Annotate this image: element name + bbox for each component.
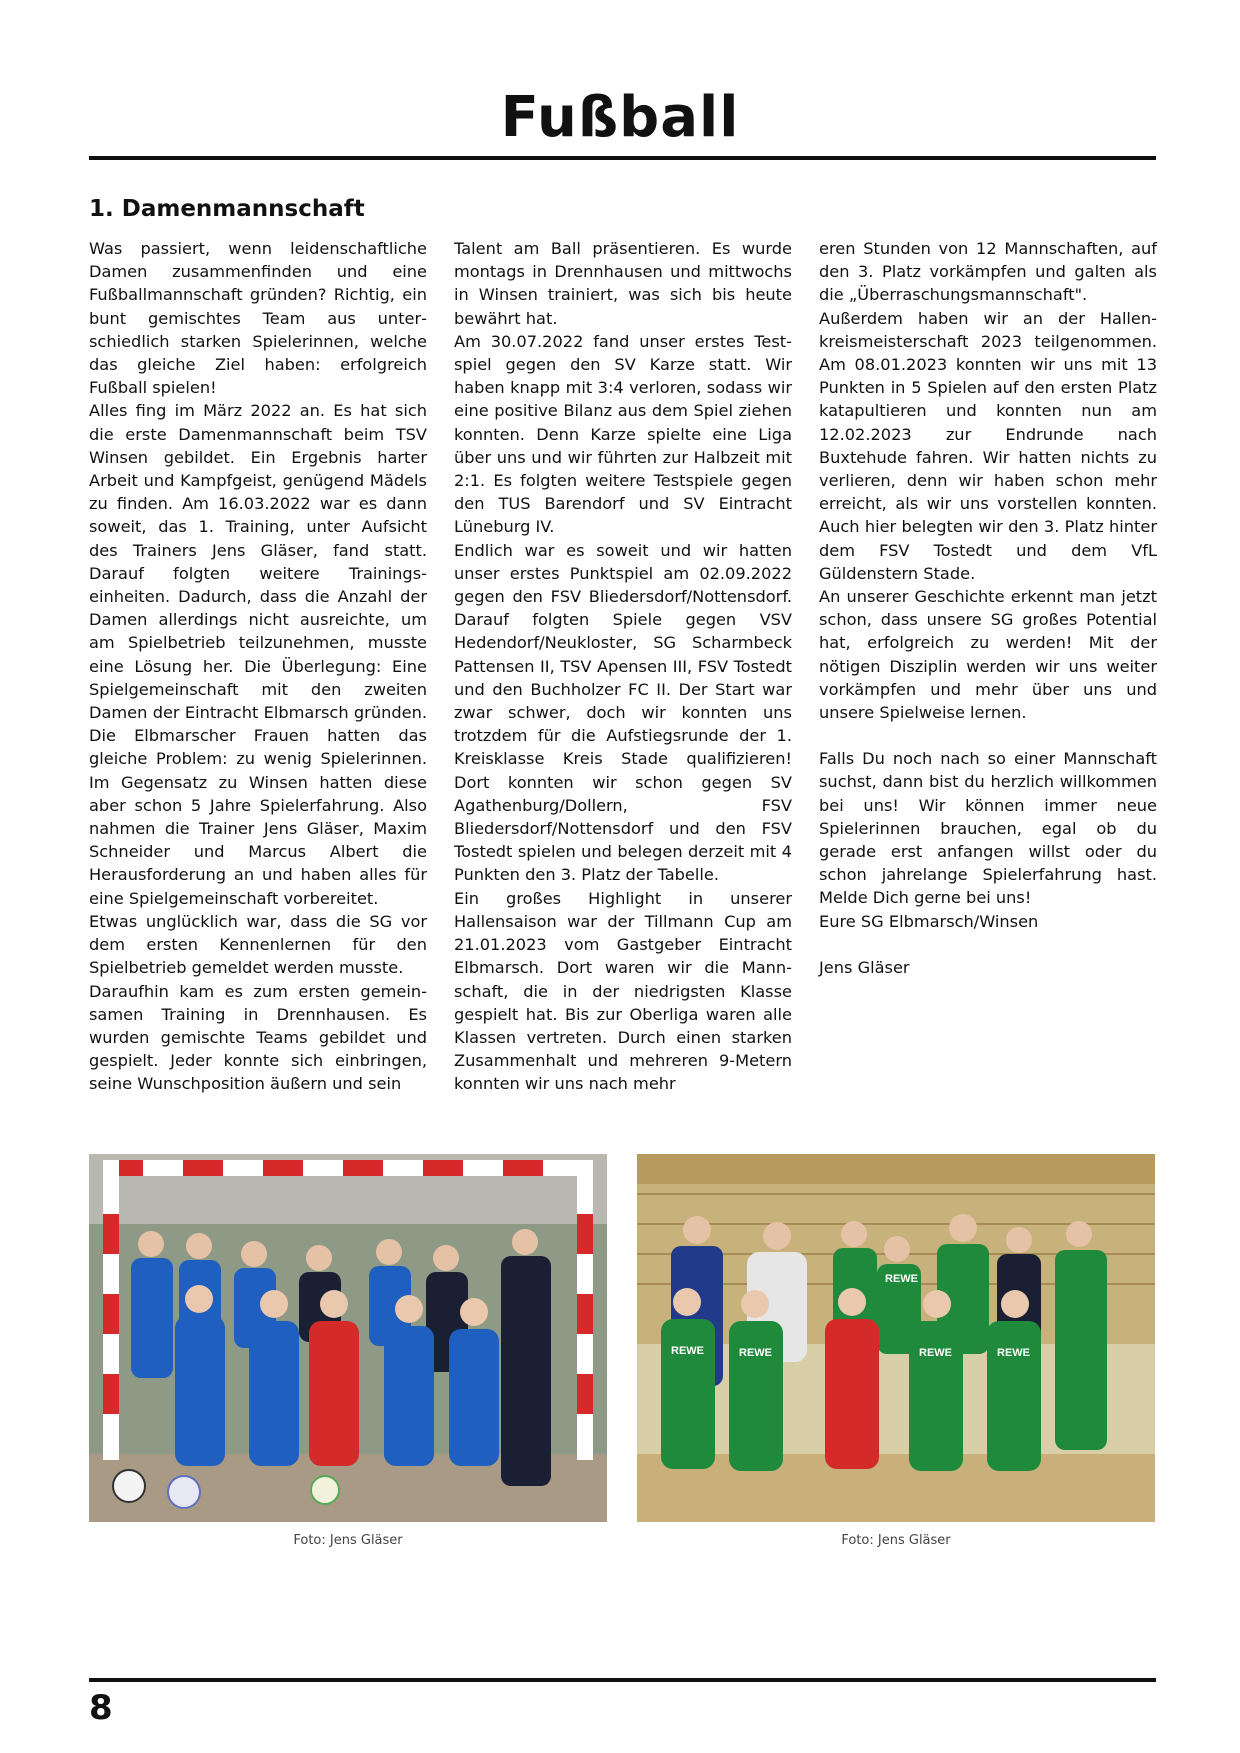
paragraph: Etwas unglücklich war, dass die SG vor dem ersten Kennenlernen für den Spielbetrieb gemeldet werden musste.	[89, 911, 427, 978]
shirt-text: REWE	[885, 1273, 918, 1285]
paragraph: Ein großes Highlight in unserer Hallensaison war der Tillmann Cup am 21.01.2023 vom Gastgeber Eintracht Elbmarsch. Dort waren wir die Mannschaft, die in der niedrigsten Klasse gespielt hat. Bis zur Oberliga waren alle Klassen vertreten. Durch einen starken Zusammenhalt und mehreren 9-Metern konnten wir uns nach mehr	[454, 888, 792, 1094]
paragraph: Am 30.07.2022 fand unser erstes Testspiel gegen den SV Karze statt. Wir haben knapp mit 3:4 verloren, sodass wir eine positive Bilanz aus dem Spiel ziehen konnten. Denn Karze spielte eine Liga über uns und wir führten zur Halbzeit mit 2:1. Es folgten weitere Testspiele gegen den TUS Barendorf und SV Eintracht Lüneburg IV.	[454, 331, 792, 537]
header-rule	[89, 156, 1156, 160]
paragraph: Endlich war es soweit und wir hatten unser erstes Punktspiel am 02.09.2022 gegen den FSV Bliedersdorf/Nottensdorf. Darauf folgten Spiele gegen VSV Hedendorf/Neukloster, SG Scharmbeck Pattensen II, TSV Apensen III, FSV Tostedt und den Buchholzer FC II. Der Start war zwar schwer, doch wir konnten uns trotzdem für die Aufstiegsrunde der 1. Kreisklasse Kreis Stade qualifizieren! Dort konnten wir schon gegen SV Agathenburg/Dollern, FSV Bliedersdorf/Nottensdorf und den FSV Tostedt spielen und belegen derzeit mit 4 Punkten den 3. Platz der Tabelle.	[454, 540, 792, 885]
paragraph: Alles fing im März 2022 an. Es hat sich die erste Damenmannschaft beim TSV Winsen gebildet. Ein Ergebnis harter Arbeit und Kampfgeist, genügend Mädels zu finden. Am 16.03.2022 war es dann soweit, das 1. Training, unter Aufsicht des Trainers Jens Gläser, fand statt. Darauf folgten weitere Trainingseinheiten. Dadurch, dass die Anzahl der Damen allerdings nicht ausreichte, um am Spielbetrieb teilzunehmen, musste eine Lösung her. Die Überlegung: Eine Spielgemeinschaft mit den zweiten Damen der Eintracht Elbmarsch gründen. Die Elbmarscher Frauen hatten das gleiche Problem: zu wenig Spielerinnen. Im Gegensatz zu Winsen hatten diese aber schon 5 Jahre Spielerfahrung. Also nahmen die Trainer Jens Gläser, Maxim Schneider und Marcus Albert die Herausforderung an und haben alles für eine Spielgemeinschaft vorbereitet.	[89, 401, 427, 908]
paragraph: Falls Du noch nach so einer Mannschaft suchst, dann bist du herzlich willkommen bei uns! Wir können immer neue Spielerinnen brauchen, egal ob du gerade erst anfangen willst oder du schon jahrelange Spielerfahrung hast. Melde Dich gerne bei uns!	[819, 749, 1157, 908]
paragraph: Was passiert, wenn leidenschaftliche Damen zusammenfinden und eine Fußballmannschaft gründen? Richtig, ein bunt gemischtes Team aus unterschiedlich starken Spielerinnen, welche das gleiche Ziel haben: erfolgreich Fußball spielen!	[89, 239, 427, 398]
text-column-2	[454, 237, 792, 1096]
shirt-text: REWE	[997, 1347, 1030, 1359]
page-title: Fußball	[500, 85, 740, 150]
text-column-3	[819, 237, 1157, 979]
team-photo-green	[637, 1154, 1155, 1522]
page-number: 8	[89, 1688, 113, 1728]
section-heading: 1. Damenmannschaft	[89, 196, 365, 222]
photo-caption: Foto: Jens Gläser	[293, 1533, 403, 1548]
shirt-text: REWE	[671, 1345, 704, 1357]
shirt-text: REWE	[919, 1347, 952, 1359]
team-photo-blue	[89, 1154, 607, 1522]
paragraph: Außerdem haben wir an der Hallenkreismeisterschaft 2023 teilgenommen. Am 08.01.2023 konnten wir uns mit 13 Punkten in 5 Spielen auf den ersten Platz katapultieren und konnten nun am 12.02.2023 zur Endrunde nach Buxtehude fahren. Wir hatten nichts zu verlieren, denn wir haben schon mehr erreicht, als wir uns vorstellen konnten. Auch hier belegten wir den 3. Platz hinter dem FSV Tostedt und dem VfL Güldenstern Stade.	[819, 308, 1157, 583]
shirt-text: REWE	[739, 1347, 772, 1359]
text-column-1	[89, 237, 427, 1096]
signature-team: Eure SG Elbmarsch/Winsen	[819, 911, 1039, 931]
footer-rule	[89, 1678, 1156, 1682]
paragraph: Talent am Ball präsentieren. Es wurde montags in Drennhausen und mittwochs in Winsen trainiert, was sich bis heute bewährt hat.	[454, 239, 792, 328]
signature-author: Jens Gläser	[819, 957, 910, 977]
paragraph: Daraufhin kam es zum ersten gemeinsamen Training in Drennhausen. Es wurden gemischte Teams gebildet und gespielt. Jeder konnte sich einbringen, seine Wunschposition äußern und sein	[89, 981, 427, 1094]
paragraph: An unserer Geschichte erkennt man jetzt schon, dass unsere SG großes Potential hat, erfolgreich zu werden! Mit der nötigen Disziplin werden wir uns weiter vorkämpfen und mehr über uns und unsere Spielweise lernen.	[819, 587, 1157, 723]
photo-caption: Foto: Jens Gläser	[841, 1533, 951, 1548]
paragraph: eren Stunden von 12 Mannschaften, auf den 3. Platz vorkämpfen und galten als die „Überraschungsmannschaft".	[819, 239, 1157, 305]
